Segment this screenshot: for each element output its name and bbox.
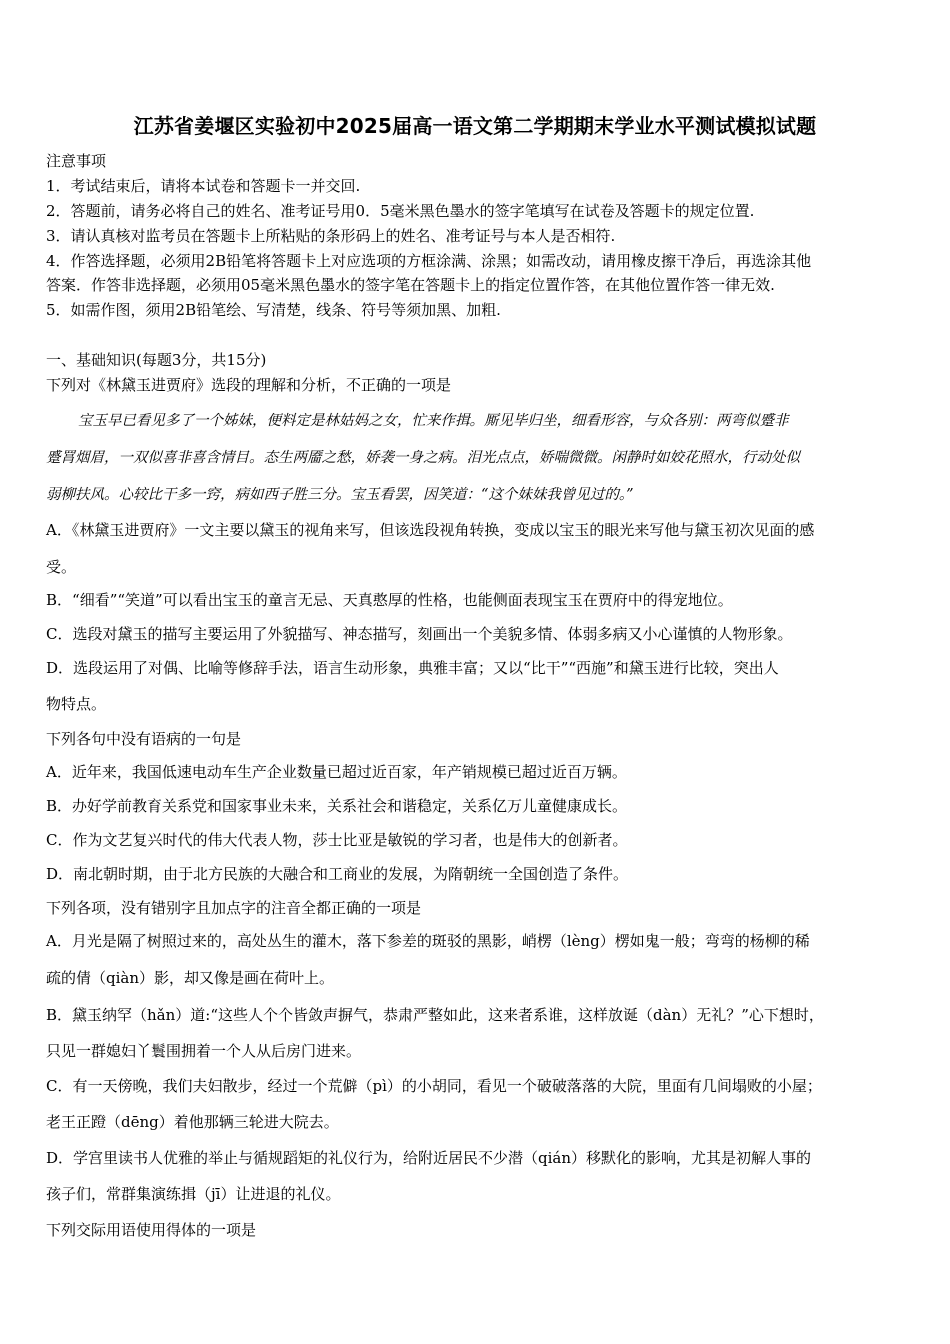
passage-line: 弱柳扶风。心较比干多一窍，病如西子胜三分。宝玉看罢，因笑道：“这个妹妹我曾见过的。” xyxy=(46,487,634,503)
option-line: 受。 xyxy=(46,558,77,576)
option-line: A．月光是隔了树照过来的，高处丛生的灌木，落下参差的斑驳的黑影，峭楞（lèng）楞如鬼一般；弯弯的杨柳的稀 xyxy=(46,932,810,950)
notice-heading: 注意事项 xyxy=(46,152,107,170)
option-line: 孩子们，常群集演练揖（jī）让进退的礼仪。 xyxy=(46,1185,341,1203)
question-stem: 下列各句中没有语病的一句是 xyxy=(46,730,242,748)
option-line: A．近年来，我国低速电动车生产企业数量已超过近百家，年产销规模已超过近百万辆。 xyxy=(46,763,627,781)
notice-item: 2．答题前，请务必将自己的姓名、准考证号用0．5毫米黑色墨水的签字笔填写在试卷及答题卡的规定位置. xyxy=(46,202,755,220)
option-line: B．黛玉纳罕（hǎn）道:“这些人个个皆敛声摒气，恭肃严整如此，这来者系谁，这样放诞（dàn）无礼？”心下想时， xyxy=(46,1006,824,1024)
passage-line: 宝玉早已看见多了一个姊妹，便料定是林姑妈之女，忙来作揖。厮见毕归坐，细看形容，与众各别：两弯似蹙非 xyxy=(78,413,789,429)
notice-item: 3．请认真核对监考员在答题卡上所粘贴的条形码上的姓名、准考证号与本人是否相符. xyxy=(46,227,616,245)
option-line: A．《林黛玉进贾府》一文主要以黛玉的视角来写，但该选段视角转换，变成以宝玉的眼光来写他与黛玉初次见面的感 xyxy=(46,521,815,539)
notice-item: 1．考试结束后，请将本试卷和答题卡一并交回. xyxy=(46,177,361,195)
option-line: 疏的倩（qiàn）影，却又像是画在荷叶上。 xyxy=(46,969,335,987)
option-line: 只见一群媳妇丫鬟围拥着一个人从后房门进来。 xyxy=(46,1042,362,1060)
question-stem: 下列各项，没有错别字且加点字的注音全都正确的一项是 xyxy=(46,899,422,917)
option-line: 物特点。 xyxy=(46,695,107,713)
section-heading: 一、基础知识(每题3分，共15分) xyxy=(46,351,267,369)
question-stem: 下列对《林黛玉进贾府》选段的理解和分析，不正确的一项是 xyxy=(46,376,452,394)
option-line: 老王正蹬（dēng）着他那辆三轮进大院去。 xyxy=(46,1113,339,1131)
option-line: C．选段对黛玉的描写主要运用了外貌描写、神态描写，刻画出一个美貌多情、体弱多病又小心谨慎的人物形象。 xyxy=(46,625,793,643)
option-line: B．办好学前教育关系党和国家事业未来，关系社会和谐稳定，关系亿万儿童健康成长。 xyxy=(46,797,628,815)
page-title: 江苏省姜堰区实验初中2025届高一语文第二学期期末学业水平测试模拟试题 xyxy=(133,114,817,138)
option-line: D．选段运用了对偶、比喻等修辞手法，语言生动形象，典雅丰富；又以“比干”“西施”和黛玉进行比较，突出人 xyxy=(46,659,779,677)
notice-item: 5．如需作图，须用2B铅笔绘、写清楚，线条、符号等须加黑、加粗. xyxy=(46,301,501,319)
notice-item: 4．作答选择题，必须用2B铅笔将答题卡上对应选项的方框涂满、涂黑；如需改动，请用橡皮擦干净后，再选涂其他 xyxy=(46,252,812,270)
option-line: D．学宫里读书人优雅的举止与循规蹈矩的礼仪行为，给附近居民不少潜（qián）移默化的影响，尤其是初解人事的 xyxy=(46,1149,812,1167)
notice-item: 答案．作答非选择题，必须用05毫米黑色墨水的签字笔在答题卡上的指定位置作答，在其他位置作答一律无效. xyxy=(46,276,775,294)
option-line: C．有一天傍晚，我们夫妇散步，经过一个荒僻（pì）的小胡同，看见一个破破落落的大院，里面有几间塌败的小屋； xyxy=(46,1077,822,1095)
question-stem: 下列交际用语使用得体的一项是 xyxy=(46,1221,257,1239)
option-line: C．作为文艺复兴时代的伟大代表人物，莎士比亚是敏锐的学习者，也是伟大的创新者。 xyxy=(46,831,628,849)
passage-line: 蹙罥烟眉，一双似喜非喜含情目。态生两靥之愁，娇袭一身之病。泪光点点，娇喘微微。闲静时如姣花照水，行动处似 xyxy=(46,450,800,466)
option-line: D．南北朝时期，由于北方民族的大融合和工商业的发展，为隋朝统一全国创造了条件。 xyxy=(46,865,629,883)
option-line: B．“细看”“笑道”可以看出宝玉的童言无忌、天真憨厚的性格，也能侧面表现宝玉在贾府中的得宠地位。 xyxy=(46,591,733,609)
